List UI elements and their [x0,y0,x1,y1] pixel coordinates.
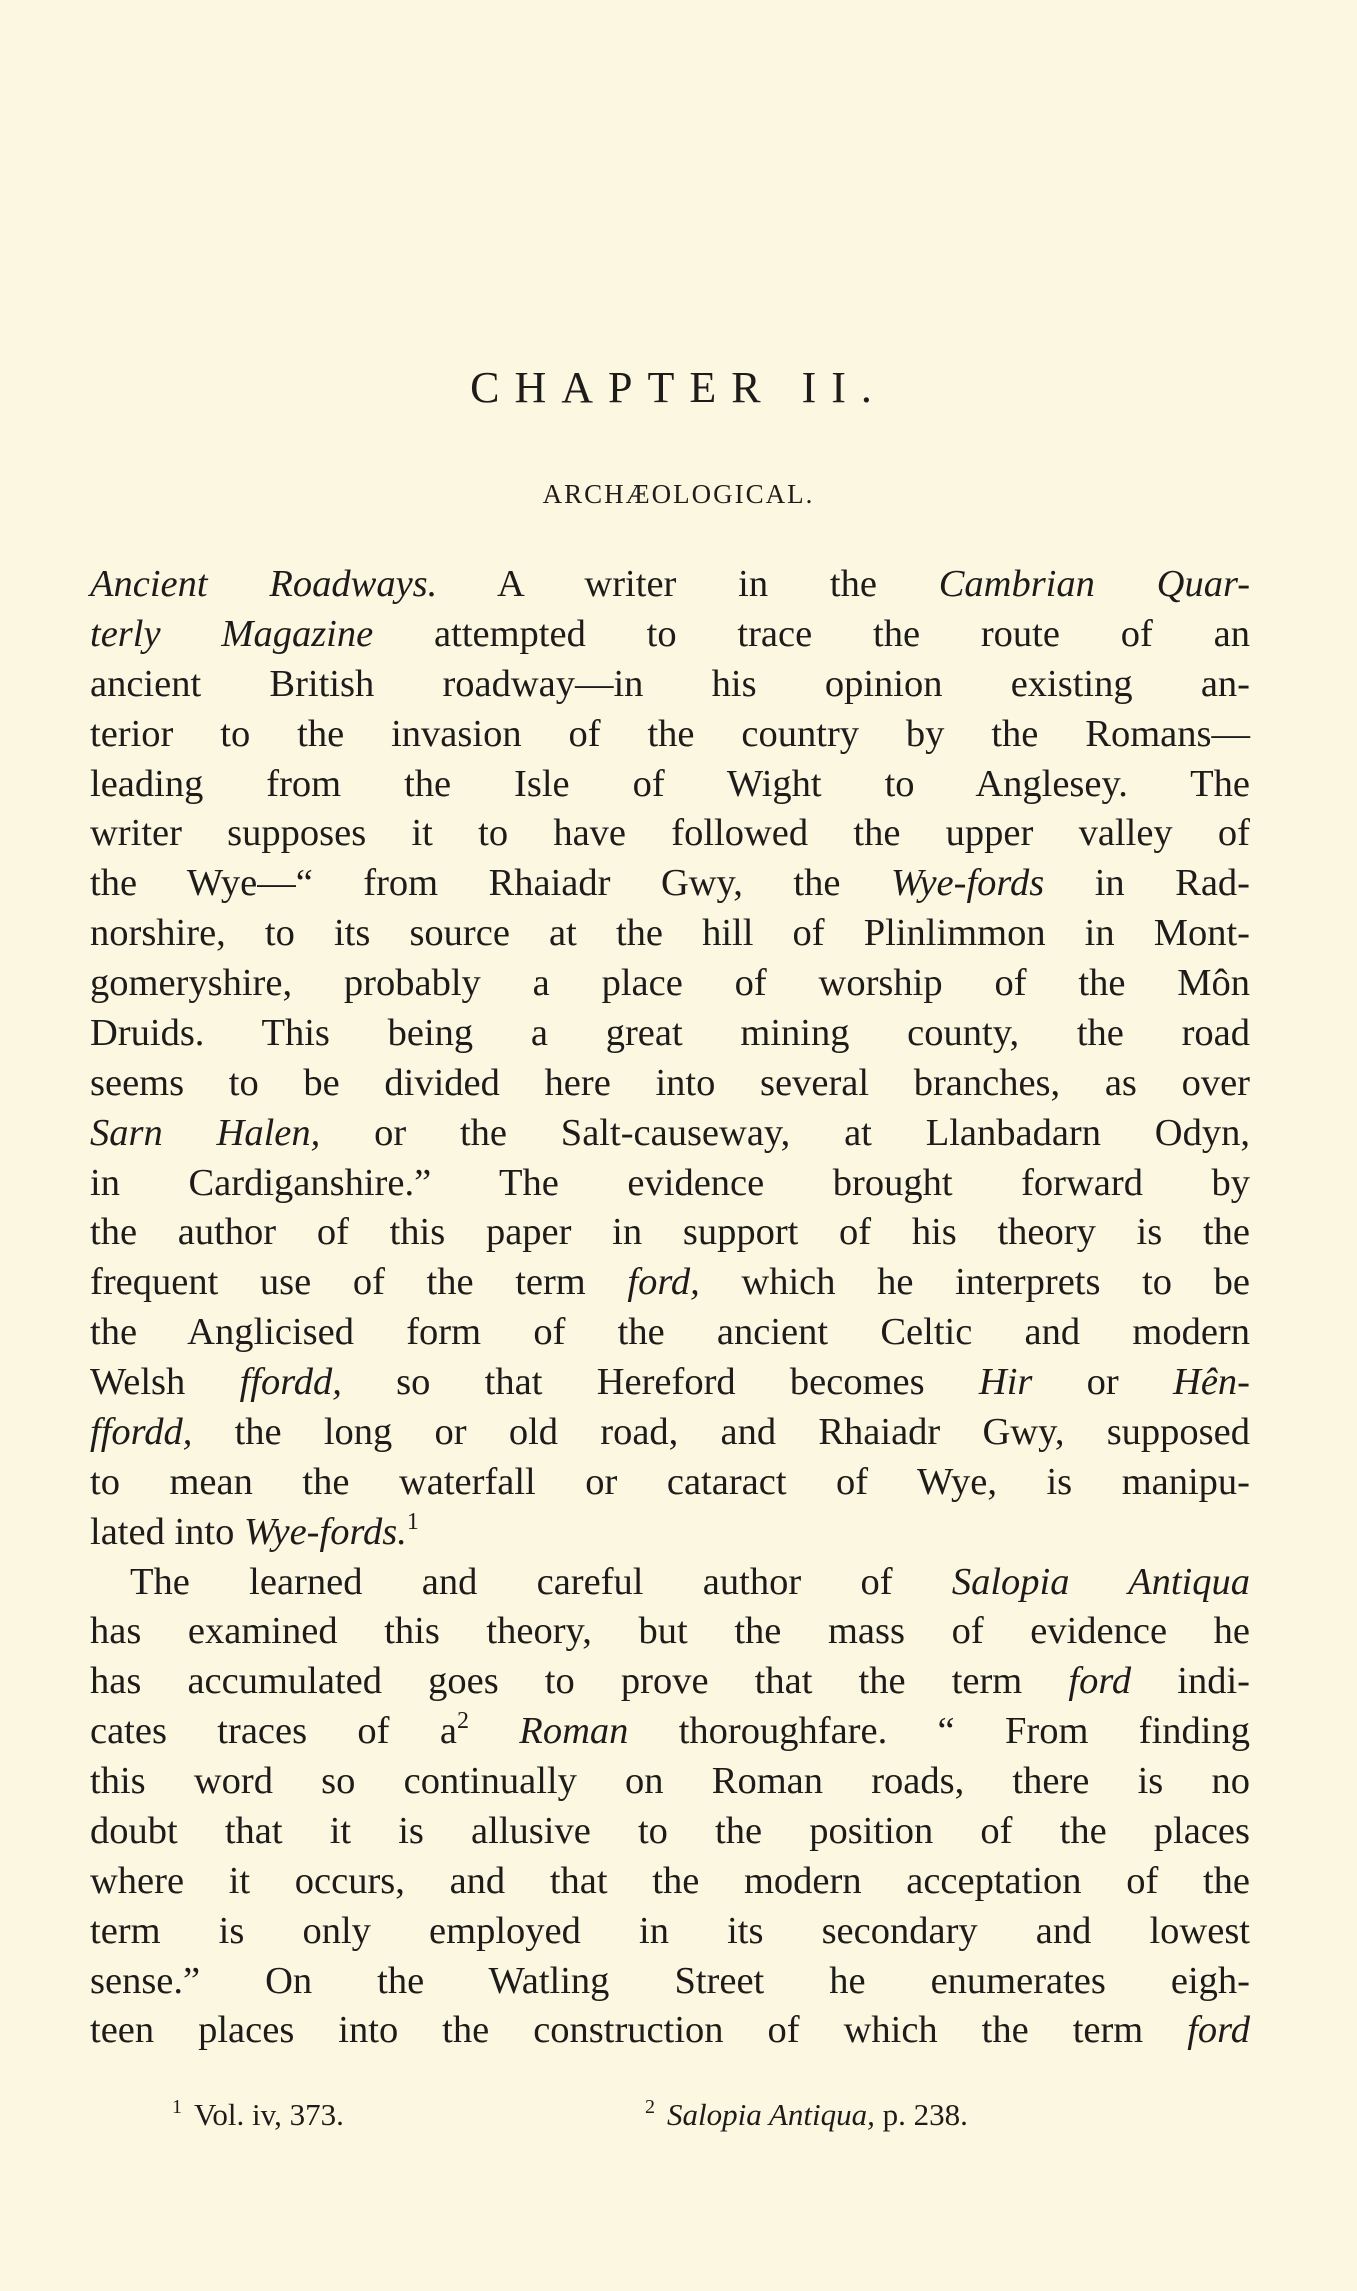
text-segment: so that Hereford becomes [341,1361,979,1403]
text-segment: or [1032,1361,1174,1403]
italic-text: Cambrian Quar- [938,563,1251,605]
text-segment: in Rad- [1044,862,1250,905]
text-line [90,1358,1250,1408]
text-line [90,809,1250,859]
text-segment: ancient British roadway—in his opinion existing an- [90,662,1250,705]
text-line [90,1657,1250,1707]
text-segment: which he interprets to be [699,1261,1250,1304]
text-line [90,1109,1250,1159]
footnote [645,2085,968,2145]
text-line [90,1508,1250,1558]
footnotes [0,2085,1357,2145]
text-line [90,2006,1250,2056]
text-segment: seems to be divided here into several branches, as over [90,1061,1250,1104]
text-line [90,1159,1250,1209]
italic-text: ffordd, [90,1410,193,1453]
chapter-title: CHAPTER II. [470,363,887,412]
text-segment: teen places into the construction of which the term [90,2009,1188,2052]
italic-text: Wye-fords [890,862,1045,905]
text-segment: Welsh [90,1361,240,1403]
text-line [90,710,1250,760]
text-segment: has accumulated goes to prove that the term [90,1660,1069,1703]
italic-text: terly Magazine [90,612,374,655]
text-line [90,959,1250,1009]
text-segment: thoroughfare. “ From finding [628,1710,1250,1753]
text-segment: term is only employed in its secondary and lowest [90,1909,1250,1952]
text-line [90,1258,1250,1308]
text-line [90,560,1250,610]
text-line [90,1607,1250,1657]
text-line [90,1308,1250,1358]
footnote [172,2085,344,2145]
text-line [90,1009,1250,1059]
text-segment: in Cardiganshire.” The evidence brought forward by [90,1161,1250,1204]
italic-text: Hên- [1173,1361,1250,1403]
text-segment: p. 238. [874,2097,968,2132]
text-line [90,1208,1250,1258]
text-segment: has examined this theory, but the mass of evidence he [90,1610,1250,1653]
text-line [90,610,1250,660]
italic-text: Wye-fords. [243,1510,407,1553]
italic-text: Sarn Halen, [90,1111,321,1154]
italic-text: Salopia Antiqua, [667,2097,875,2132]
text-segment: lated into [90,1510,244,1553]
footnote-reference: 2 [456,1708,469,1735]
text-line [90,1907,1250,1957]
text-line [90,1957,1250,2007]
text-line [90,660,1250,710]
text-segment: the long or old road, and Rhaiadr Gwy, supposed [192,1410,1250,1453]
text-segment: attempted to trace the route of an [373,612,1251,655]
italic-text: ford, [627,1261,700,1304]
text-segment: sense.” On the Watling Street he enumerates eigh- [90,1959,1250,2002]
text-line [90,1757,1250,1807]
italic-text: Roman [519,1710,629,1753]
text-segment: The learned and careful author of [130,1560,952,1603]
text-line [90,1059,1250,1109]
text-line [90,1558,1250,1608]
text-segment: to mean the waterfall or cataract of Wye, is manipu- [90,1460,1250,1503]
text-segment: Druids. This being a great mining county, the road [90,1011,1250,1054]
text-segment: indi- [1131,1660,1250,1703]
text-segment: terior to the invasion of the country by the Romans— [90,712,1250,755]
text-segment: where it occurs, and that the modern acceptation of the [90,1859,1250,1902]
italic-text: ford [1068,1660,1132,1703]
text-segment: writer supposes it to have followed the upper valley of [90,812,1250,855]
section-title: ARCHÆOLOGICAL. [542,479,815,509]
text-line [90,1807,1250,1857]
text-line [90,1408,1250,1458]
text-segment: this word so continually on Roman roads, there is no [90,1760,1250,1802]
text-line [90,760,1250,810]
text-line [90,909,1250,959]
text-segment: frequent use of the term [90,1261,628,1304]
text-segment: A writer in the [437,563,939,605]
italic-text: ffordd, [239,1361,342,1403]
text-segment: the Anglicised form of the ancient Celtic and modern [90,1311,1250,1354]
text-segment: doubt that it is allusive to the position of the places [90,1809,1250,1852]
italic-text: Salopia Antiqua [951,1560,1250,1603]
footnote-mark: 1 [172,2096,182,2118]
text-line [90,1707,1250,1757]
text-segment: cates traces of a [90,1710,457,1753]
text-segment [469,1710,519,1752]
text-line [90,1458,1250,1508]
text-segment: leading from the Isle of Wight to Anglesey. The [90,762,1250,805]
italic-text: Ancient Roadways. [90,563,438,605]
text-line [90,1857,1250,1907]
italic-text: ford [1187,2009,1250,2052]
footnote-mark: 2 [645,2096,655,2118]
italic-text: Hir [978,1361,1033,1403]
text-segment: the Wye—“ from Rhaiadr Gwy, the [90,862,891,905]
body-text [90,560,1250,2056]
text-segment: or the Salt-causeway, at Llanbadarn Odyn, [320,1111,1250,1154]
text-segment: gomeryshire, probably a place of worship of the Môn [90,962,1250,1004]
text-segment: Vol. iv, 373. [194,2097,344,2132]
text-line [90,859,1250,909]
text-segment: the author of this paper in support of his theory is the [90,1211,1250,1254]
text-segment: norshire, to its source at the hill of Plinlimmon in Mont- [90,912,1250,955]
footnote-reference: 1 [406,1508,419,1535]
